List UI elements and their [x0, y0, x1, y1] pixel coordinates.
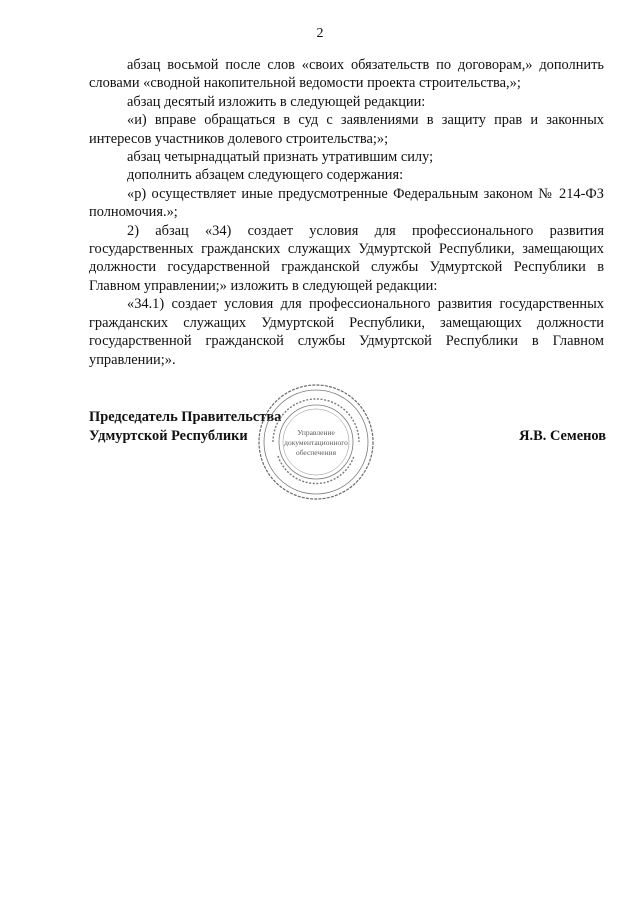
paragraph: абзац десятый изложить в следующей редакции: — [127, 93, 426, 110]
paragraph: абзац четырнадцатый признать утратившим силу; — [127, 149, 434, 166]
signatory-title — [89, 408, 281, 446]
paragraph: 2) абзац «34) создает условия для профессионального развития государственных гражданских служащих Удмуртской Республики, замещающих должности государственной гражданской службы Удмуртской Республики в Главном управлении;» изложить в следующей редакции: — [89, 222, 604, 294]
official-seal-stamp — [256, 382, 376, 502]
paragraph: абзац восьмой после слов «своих обязательств по договорам,» дополнить словами «сводной накопительной ведомости проекта строительства,»; — [89, 57, 604, 92]
stamp-text-line2: документационного — [284, 438, 348, 447]
signatory-title-line2: Удмуртской Республики — [89, 428, 248, 444]
paragraph: «34.1) создает условия для профессионального развития государственных гражданских служащих Удмуртской Республики, замещающих должности государственной гражданской службы Удмуртской Республики в Главном управлении;». — [89, 296, 604, 368]
paragraph: «и) вправе обращаться в суд с заявлениями в защиту прав и законных интересов участников долевого строительства;»; — [89, 112, 604, 147]
stamp-text-line1: Управление — [297, 428, 335, 437]
page-number: 2 — [316, 26, 324, 41]
paragraph: «р) осуществляет иные предусмотренные Федеральным законом № 214-ФЗ полномочия.»; — [89, 185, 604, 221]
stamp-text-line3: обеспечения — [295, 448, 337, 457]
paragraph: дополнить абзацем следующего содержания: — [127, 167, 404, 184]
document-body — [89, 56, 604, 369]
signatory-title-line1: Председатель Правительства — [89, 409, 282, 425]
signatory-name: Я.В. Семенов — [519, 428, 606, 444]
